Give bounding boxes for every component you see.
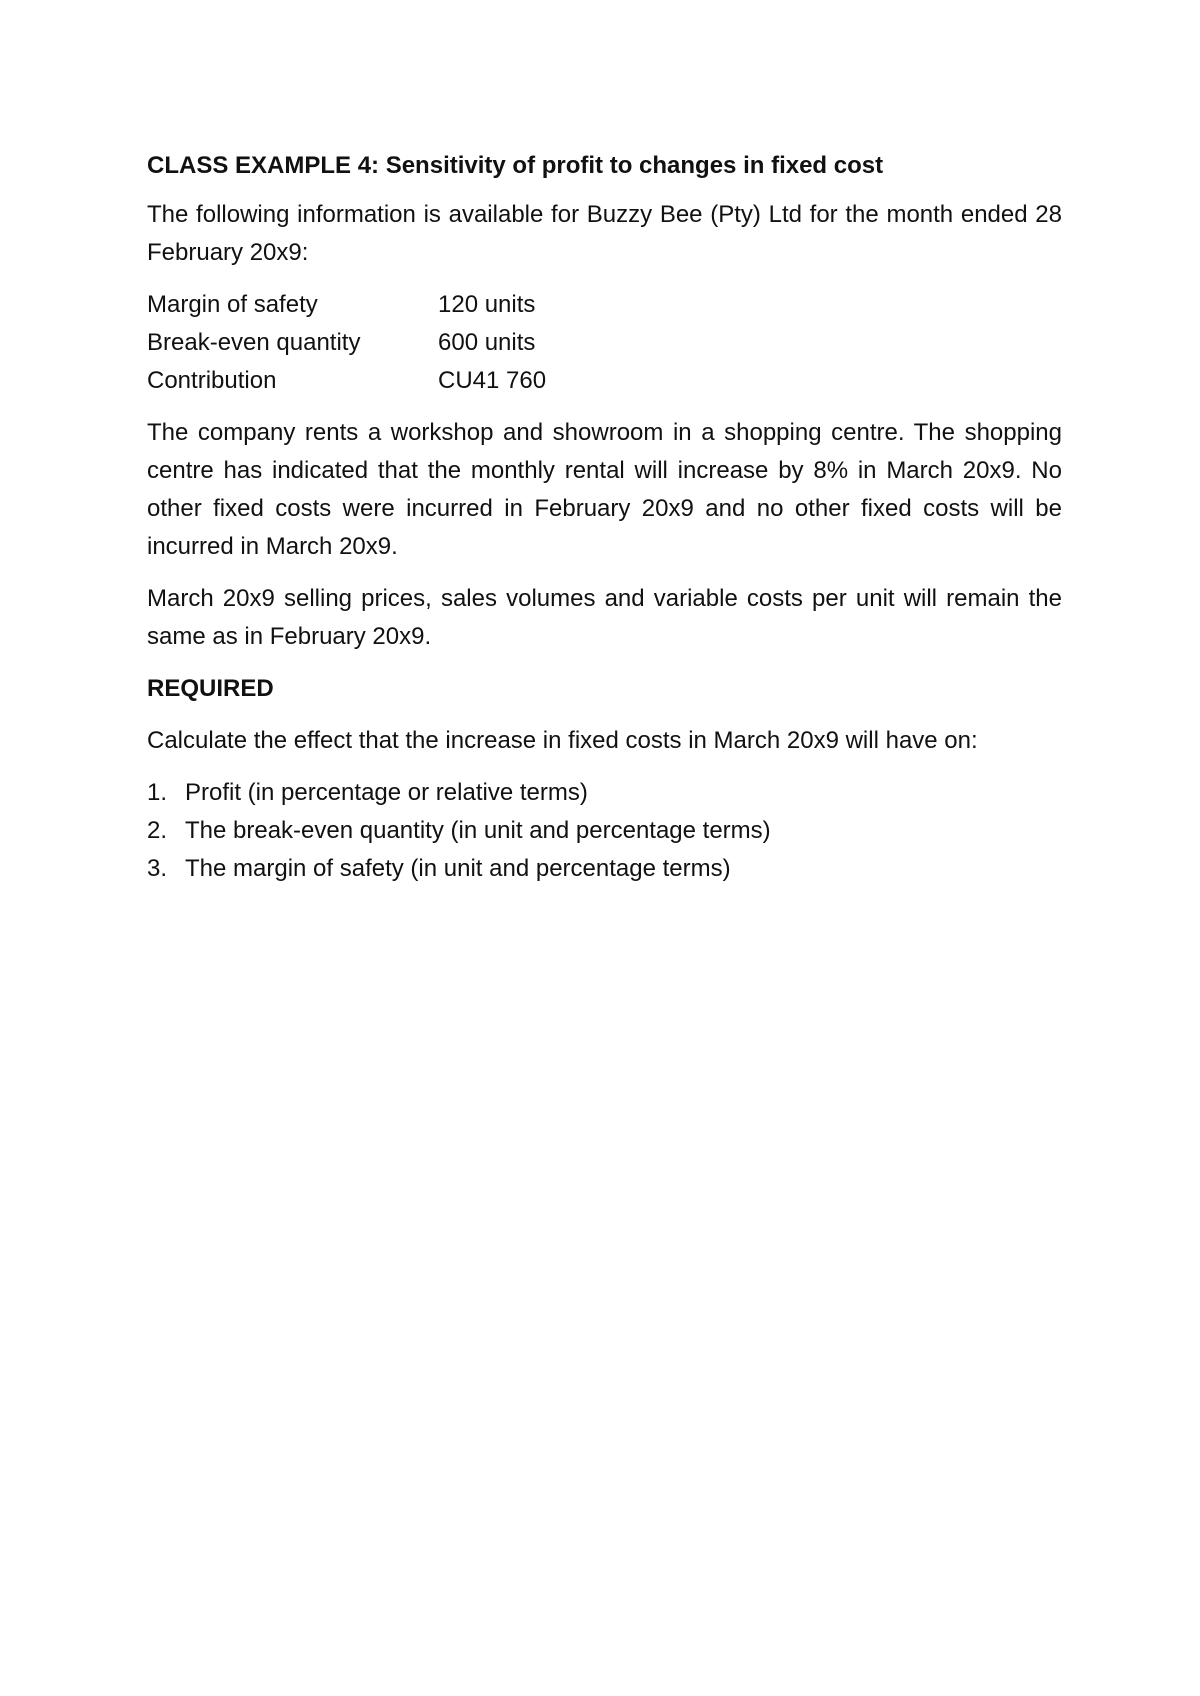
task-text: Profit (in percentage or relative terms) — [185, 779, 588, 806]
task-number: 1. — [147, 779, 168, 806]
fact-row-contribution — [147, 362, 1062, 400]
prices-paragraph: March 20x9 selling prices, sales volumes and variable costs per unit will remain the same as in February 20x9. — [147, 585, 1062, 650]
task-number: 2. — [147, 817, 168, 844]
required-heading: REQUIRED — [147, 675, 274, 702]
example-heading: CLASS EXAMPLE 4: Sensitivity of profit to changes in fixed cost — [147, 152, 884, 179]
task-item — [147, 774, 1062, 812]
fact-label: Break-even quantity — [147, 329, 361, 356]
document-body — [147, 148, 1062, 888]
task-text: The break-even quantity (in unit and percentage terms) — [185, 817, 771, 844]
task-item — [147, 850, 1062, 888]
facts-list — [147, 286, 1062, 400]
fact-value: 120 units — [438, 291, 536, 318]
fact-row-break-even-quantity — [147, 324, 1062, 362]
task-number: 3. — [147, 855, 168, 882]
intro-paragraph: The following information is available for Buzzy Bee (Pty) Ltd for the month ended 28 February 20x9: — [147, 201, 1062, 266]
fact-value: 600 units — [438, 329, 536, 356]
instruction-paragraph: Calculate the effect that the increase in fixed costs in March 20x9 will have on: — [147, 727, 978, 754]
fact-row-margin-of-safety — [147, 286, 1062, 324]
fact-label: Margin of safety — [147, 291, 318, 318]
task-text: The margin of safety (in unit and percentage terms) — [185, 855, 731, 882]
task-item — [147, 812, 1062, 850]
fact-label: Contribution — [147, 367, 277, 394]
fact-value: CU41 760 — [438, 367, 547, 394]
task-list — [147, 774, 1062, 888]
rent-paragraph: The company rents a workshop and showroom in a shopping centre. The shopping centre has indicated that the monthly rental will increase by 8% in March 20x9. No other fixed costs were incurred in February 20x9 and no other fixed costs will be incurred in March 20x9. — [147, 419, 1062, 560]
